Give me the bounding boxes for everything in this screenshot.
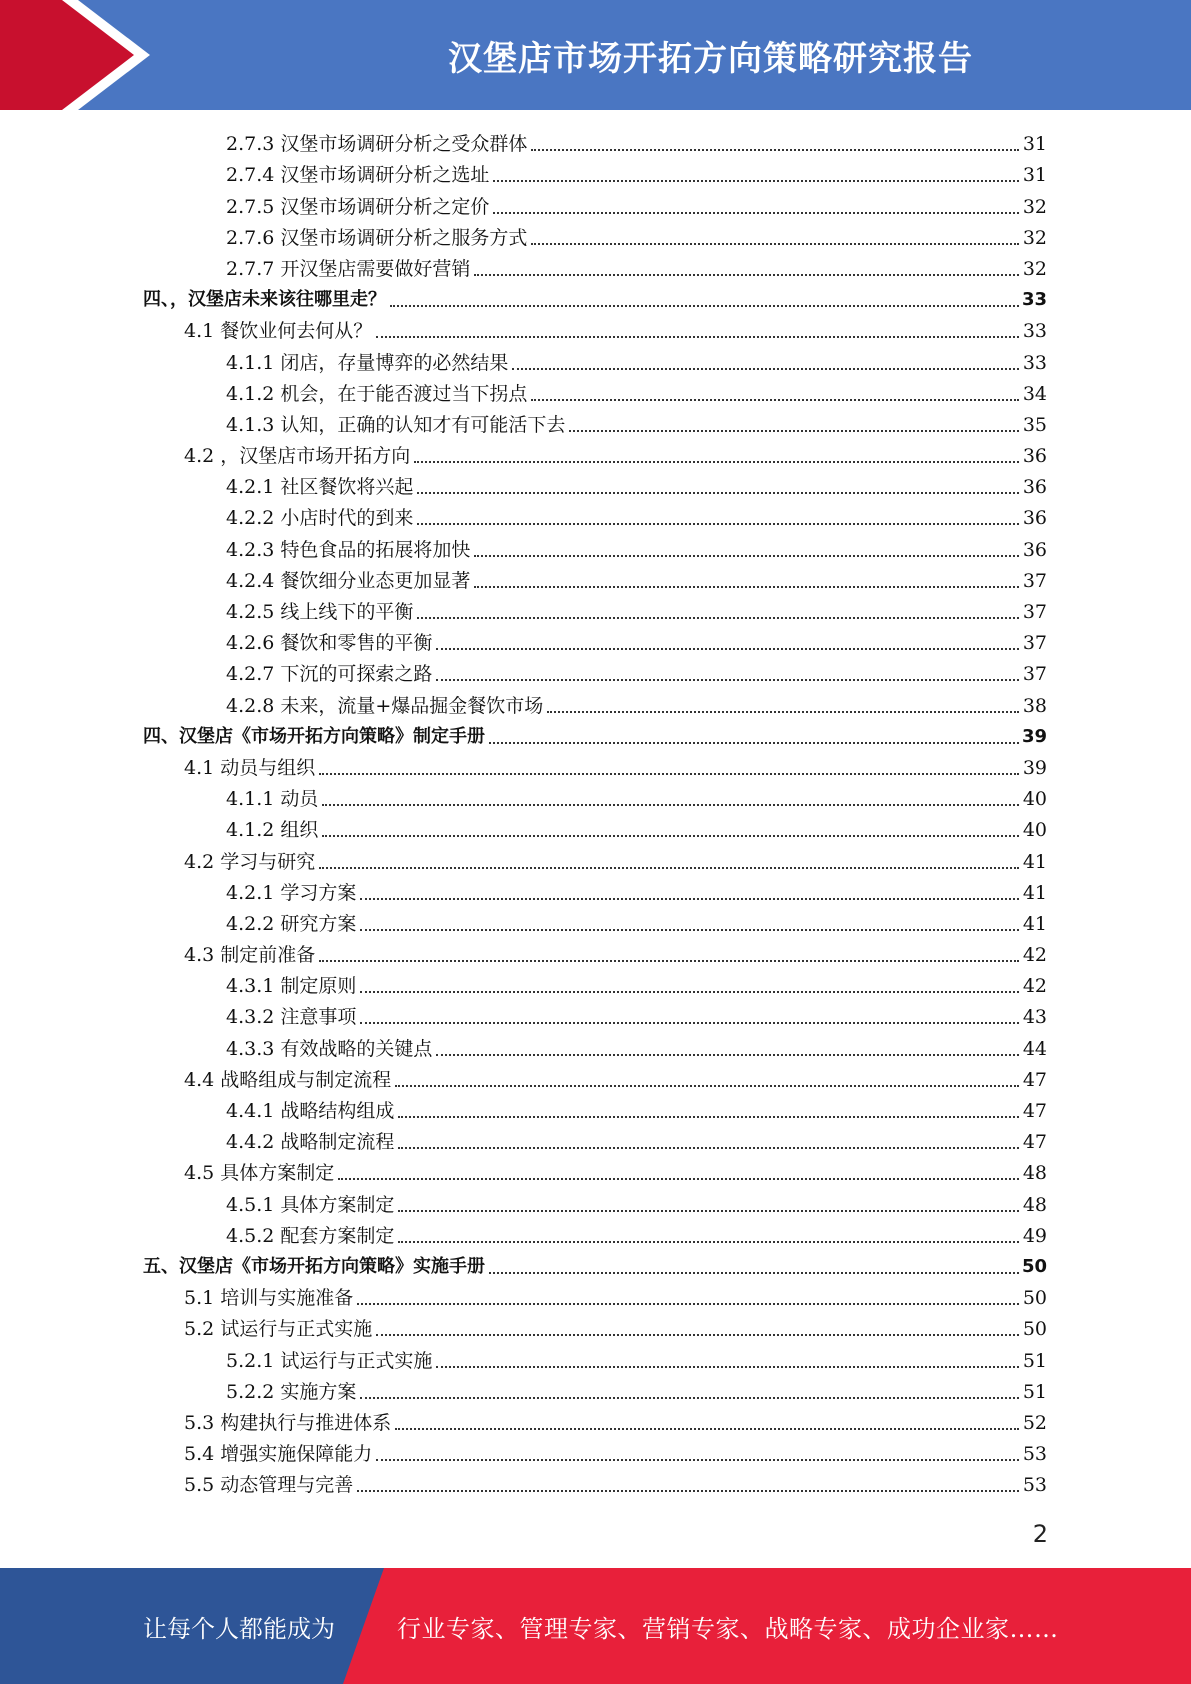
toc-page-number: 43 (1022, 1006, 1047, 1029)
toc-page-number: 40 (1022, 819, 1047, 842)
toc-dot-leader (512, 368, 1019, 370)
page-footer (0, 1568, 1191, 1684)
toc-dot-leader (417, 523, 1019, 525)
toc-page-number: 37 (1022, 601, 1047, 623)
toc-entry-title: 4.5 具体方案制定 (184, 1162, 335, 1185)
toc-dot-leader (398, 1116, 1019, 1118)
toc-page-number: 36 (1022, 507, 1047, 530)
toc-subsection-entry[interactable] (0, 1343, 1191, 1374)
toc-section-entry[interactable] (0, 1281, 1191, 1312)
toc-dot-leader (493, 212, 1019, 214)
toc-subsection-entry[interactable] (0, 595, 1191, 626)
toc-page-number: 41 (1022, 850, 1047, 873)
toc-entry-title: 4.1.1 闭店，存量博弈的必然结果 (226, 351, 509, 374)
toc-page-number: 36 (1022, 445, 1047, 468)
toc-page-number: 31 (1022, 133, 1047, 156)
toc-page-number: 48 (1022, 1162, 1047, 1185)
toc-subsection-entry[interactable] (0, 501, 1191, 532)
toc-page-number: 38 (1022, 694, 1047, 717)
toc-entry-title: 4.2 学习与研究 (184, 850, 316, 873)
toc-page-number: 47 (1022, 1068, 1047, 1091)
toc-entry-title: 4.1 餐饮业何去何从？ (184, 320, 373, 343)
toc-page-number: 53 (1022, 1443, 1047, 1466)
toc-entry-title: 4.5.1 具体方案制定 (226, 1193, 395, 1216)
toc-dot-leader (357, 1303, 1019, 1305)
toc-section-entry[interactable] (0, 314, 1191, 345)
toc-page-number: 41 (1022, 912, 1047, 935)
toc-subsection-entry[interactable] (0, 813, 1191, 844)
toc-entry-title: 4.2.1 学习方案 (226, 881, 357, 904)
toc-subsection-entry[interactable] (0, 1375, 1191, 1406)
toc-entry-title: 4.4 战略组成与制定流程 (184, 1068, 392, 1091)
toc-page-number: 51 (1022, 1380, 1047, 1403)
toc-dot-leader (360, 929, 1019, 931)
toc-subsection-entry[interactable] (0, 189, 1191, 220)
toc-page-number: 49 (1022, 1224, 1047, 1247)
toc-dot-leader (489, 742, 1019, 744)
toc-dot-leader (398, 1147, 1019, 1149)
toc-subsection-entry[interactable] (0, 876, 1191, 907)
toc-chapter-entry[interactable] (0, 283, 1191, 314)
toc-section-entry[interactable] (0, 1437, 1191, 1468)
toc-page-number: 42 (1022, 944, 1047, 967)
toc-page-number: 47 (1022, 1131, 1047, 1154)
toc-page-number: 33 (1022, 320, 1047, 343)
toc-subsection-entry[interactable] (0, 1094, 1191, 1125)
toc-page-number: 51 (1022, 1349, 1047, 1372)
toc-page-number: 53 (1022, 1474, 1047, 1497)
toc-dot-leader (474, 555, 1019, 557)
toc-page-number: 50 (1021, 1255, 1047, 1277)
toc-subsection-entry[interactable] (0, 470, 1191, 501)
toc-page-number: 47 (1022, 1100, 1047, 1122)
toc-entry-title: 4.1.2 机会，在于能否渡过当下拐点 (226, 382, 528, 405)
toc-dot-leader (322, 804, 1019, 806)
toc-entry-title: 4.2.7 下沉的可探索之路 (226, 663, 433, 686)
toc-page-number: 44 (1022, 1037, 1047, 1060)
toc-section-entry[interactable] (0, 1156, 1191, 1187)
toc-entry-title: 4.2.2 研究方案 (226, 912, 357, 935)
toc-entry-title: 四、汉堡店《市场开拓方向策略》制定手册 (143, 725, 485, 747)
toc-page-number: 32 (1022, 195, 1047, 218)
toc-page-number: 32 (1022, 257, 1047, 280)
toc-section-entry[interactable] (0, 1312, 1191, 1343)
toc-dot-leader (376, 336, 1019, 338)
toc-entry-title: 4.2.6 餐饮和零售的平衡 (226, 632, 433, 655)
toc-dot-leader (395, 1085, 1019, 1087)
toc-dot-leader (493, 180, 1019, 182)
toc-dot-leader (436, 1366, 1019, 1368)
toc-dot-leader (376, 1334, 1019, 1336)
toc-entry-title: 4.3.3 有效战略的关键点 (226, 1037, 433, 1060)
toc-dot-leader (360, 898, 1019, 900)
toc-subsection-entry[interactable] (0, 564, 1191, 595)
toc-subsection-entry[interactable] (0, 657, 1191, 688)
toc-dot-leader (390, 305, 1019, 307)
toc-entry-title: 2.7.6 汉堡市场调研分析之服务方式 (226, 226, 528, 249)
toc-dot-leader (360, 991, 1019, 993)
toc-entry-title: 2.7.5 汉堡市场调研分析之定价 (226, 195, 490, 218)
toc-entry-title: 4.2.8 未来，流量+爆品掘金餐饮市场 (226, 694, 544, 717)
toc-entry-title: 5.3 构建执行与推进体系 (184, 1411, 392, 1434)
toc-dot-leader (474, 274, 1019, 276)
table-of-contents (0, 127, 1191, 1499)
toc-page-number: 50 (1022, 1318, 1047, 1341)
toc-entry-title: 5.2.1 试运行与正式实施 (226, 1349, 433, 1372)
toc-page-number: 35 (1022, 413, 1047, 436)
toc-subsection-entry[interactable] (0, 252, 1191, 283)
toc-subsection-entry[interactable] (0, 782, 1191, 813)
toc-section-entry[interactable] (0, 751, 1191, 782)
toc-dot-leader (319, 960, 1019, 962)
toc-page-number: 34 (1022, 382, 1047, 405)
toc-page-number: 37 (1022, 663, 1047, 686)
toc-entry-title: 4.4.2 战略制定流程 (226, 1131, 395, 1154)
toc-entry-title: 4.1 动员与组织 (184, 756, 316, 779)
toc-page-number: 39 (1021, 725, 1047, 747)
toc-subsection-entry[interactable] (0, 1219, 1191, 1250)
toc-section-entry[interactable] (0, 1063, 1191, 1094)
toc-page-number: 33 (1022, 351, 1047, 374)
page-header (0, 0, 1191, 110)
toc-entry-title: 4.2.5 线上线下的平衡 (226, 601, 414, 623)
toc-section-entry[interactable] (0, 844, 1191, 875)
toc-subsection-entry[interactable] (0, 969, 1191, 1000)
toc-entry-title: 4.1.3 认知，正确的认知才有可能活下去 (226, 413, 566, 436)
toc-entry-title: 2.7.4 汉堡市场调研分析之选址 (226, 164, 490, 187)
toc-page-number: 48 (1022, 1193, 1047, 1216)
toc-entry-title: 4.5.2 配套方案制定 (226, 1224, 395, 1247)
toc-page-number: 50 (1022, 1287, 1047, 1310)
toc-page-number: 33 (1021, 289, 1047, 311)
toc-dot-leader (436, 679, 1019, 681)
toc-entry-title: 5.1 培训与实施准备 (184, 1287, 354, 1310)
toc-subsection-entry[interactable] (0, 532, 1191, 563)
toc-subsection-entry[interactable] (0, 221, 1191, 252)
toc-entry-title: 4.1.2 组织 (226, 819, 319, 842)
toc-dot-leader (474, 586, 1019, 588)
footer-slogan-right: 行业专家、管理专家、营销专家、战略专家、成功企业家…… (397, 1614, 1059, 1643)
toc-dot-leader (569, 430, 1019, 432)
toc-dot-leader (319, 773, 1019, 775)
toc-page-number: 37 (1022, 569, 1047, 592)
toc-dot-leader (531, 243, 1019, 245)
toc-entry-title: 4.2 ，汉堡店市场开拓方向 (184, 445, 411, 468)
toc-dot-leader (398, 1241, 1019, 1243)
toc-page-number: 32 (1022, 226, 1047, 249)
toc-page-number: 41 (1022, 881, 1047, 904)
toc-dot-leader (322, 835, 1019, 837)
toc-subsection-entry[interactable] (0, 345, 1191, 376)
toc-dot-leader (489, 1272, 1019, 1274)
toc-dot-leader (531, 149, 1019, 151)
toc-page-number: 39 (1022, 756, 1047, 779)
toc-dot-leader (360, 1397, 1019, 1399)
toc-page-number: 40 (1022, 788, 1047, 811)
toc-section-entry[interactable] (0, 439, 1191, 470)
toc-dot-leader (357, 1490, 1019, 1492)
toc-entry-title: 四、，汉堡店未来该往哪里走？ (143, 289, 386, 311)
toc-dot-leader (547, 711, 1019, 713)
page-number: 2 (1032, 1520, 1048, 1548)
toc-entry-title: 4.2.4 餐饮细分业态更加显著 (226, 569, 471, 592)
toc-entry-title: 4.3 制定前准备 (184, 944, 316, 967)
toc-section-entry[interactable] (0, 1468, 1191, 1499)
toc-entry-title: 5.2 试运行与正式实施 (184, 1318, 373, 1341)
toc-subsection-entry[interactable] (0, 158, 1191, 189)
toc-chapter-entry[interactable] (0, 720, 1191, 751)
toc-page-number: 36 (1022, 538, 1047, 561)
toc-section-entry[interactable] (0, 938, 1191, 969)
toc-subsection-entry[interactable] (0, 626, 1191, 657)
toc-subsection-entry[interactable] (0, 127, 1191, 158)
toc-entry-title: 2.7.7 开汉堡店需要做好营销 (226, 257, 471, 280)
toc-dot-leader (360, 1022, 1019, 1024)
toc-entry-title: 五、汉堡店《市场开拓方向策略》实施手册 (143, 1255, 485, 1277)
toc-entry-title: 4.4.1 战略结构组成 (226, 1100, 395, 1122)
toc-dot-leader (398, 1210, 1019, 1212)
toc-entry-title: 4.2.1 社区餐饮将兴起 (226, 476, 414, 499)
toc-entry-title: 4.3.2 注意事项 (226, 1006, 357, 1029)
toc-entry-title: 5.2.2 实施方案 (226, 1380, 357, 1403)
toc-page-number: 36 (1022, 476, 1047, 499)
toc-dot-leader (338, 1178, 1019, 1180)
toc-subsection-entry[interactable] (0, 688, 1191, 719)
toc-dot-leader (436, 648, 1019, 650)
toc-entry-title: 5.5 动态管理与完善 (184, 1474, 354, 1497)
toc-dot-leader (436, 1054, 1019, 1056)
toc-dot-leader (417, 492, 1019, 494)
toc-page-number: 37 (1022, 632, 1047, 655)
toc-chapter-entry[interactable] (0, 1250, 1191, 1281)
toc-subsection-entry[interactable] (0, 907, 1191, 938)
toc-entry-title: 4.1.1 动员 (226, 788, 319, 811)
toc-entry-title: 4.2.3 特色食品的拓展将加快 (226, 538, 471, 561)
toc-dot-leader (376, 1459, 1019, 1461)
toc-entry-title: 4.3.1 制定原则 (226, 975, 357, 998)
toc-subsection-entry[interactable] (0, 377, 1191, 408)
toc-dot-leader (395, 1428, 1019, 1430)
toc-subsection-entry[interactable] (0, 1125, 1191, 1156)
toc-entry-title: 2.7.3 汉堡市场调研分析之受众群体 (226, 133, 528, 156)
toc-subsection-entry[interactable] (0, 1031, 1191, 1062)
toc-entry-title: 5.4 增强实施保障能力 (184, 1443, 373, 1466)
toc-dot-leader (417, 617, 1019, 619)
toc-page-number: 52 (1022, 1411, 1047, 1434)
toc-entry-title: 4.2.2 小店时代的到来 (226, 507, 414, 530)
toc-subsection-entry[interactable] (0, 1187, 1191, 1218)
toc-page-number: 31 (1022, 164, 1047, 187)
toc-section-entry[interactable] (0, 1406, 1191, 1437)
document-title: 汉堡店市场开拓方向策略研究报告 (448, 38, 973, 79)
toc-page-number: 42 (1022, 975, 1047, 998)
toc-subsection-entry[interactable] (0, 1000, 1191, 1031)
footer-slogan-left: 让每个人都能成为 (143, 1614, 335, 1643)
toc-dot-leader (531, 399, 1019, 401)
toc-subsection-entry[interactable] (0, 408, 1191, 439)
toc-dot-leader (414, 461, 1019, 463)
toc-dot-leader (319, 867, 1019, 869)
